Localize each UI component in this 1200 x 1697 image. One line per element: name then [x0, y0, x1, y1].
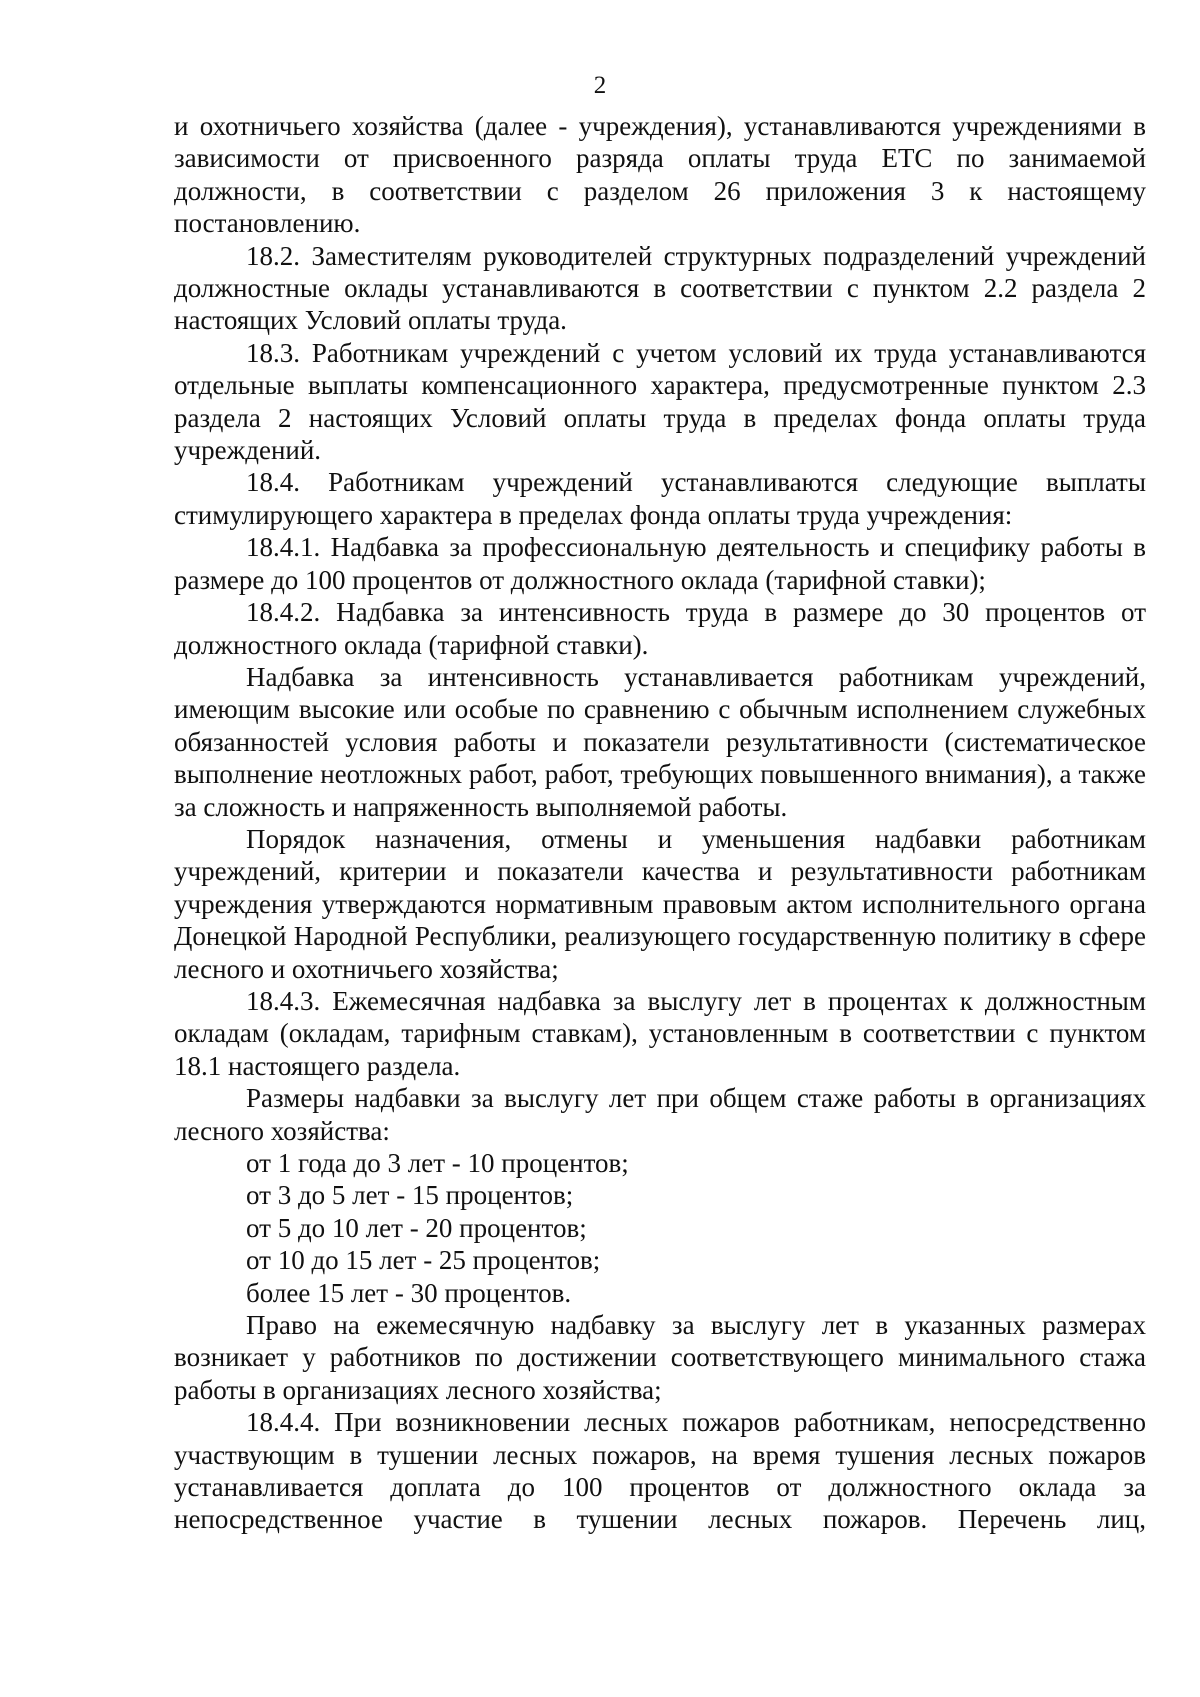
paragraph-bonus-procedure: Порядок назначения, отмены и уменьшения надбавки работникам учреждений, критерии и показатели качества и результативности работникам учреждения утверждаются нормативным правовым актом исполнительного органа Донецкой Народной Республики, реализующего государственную политику в сфере лесного и охотничьего хозяйства;: [174, 823, 1146, 984]
paragraph-seniority-right: Право на ежемесячную надбавку за выслугу лет в указанных размерах возникает у работников по достижении соответствующего минимального стажа работы в организациях лесного хозяйства;: [174, 1310, 1146, 1405]
paragraph-18-3: 18.3. Работникам учреждений с учетом условий их труда устанавливаются отдельные выплаты компенсационного характера, предусмотренные пунктом 2.3 раздела 2 настоящих Условий оплаты труда в пределах фонда оплаты труда учреждений.: [174, 337, 1146, 466]
paragraph-18-2: 18.2. Заместителям руководителей структурных подразделений учреждений должностные оклады устанавливаются в соответствии с пунктом 2.2 раздела 2 настоящих Условий оплаты труда.: [174, 240, 1146, 336]
document-body: [174, 110, 1146, 1536]
seniority-list-item: от 3 до 5 лет - 15 процентов;: [246, 1180, 574, 1211]
page-number: 2: [593, 72, 607, 99]
paragraph-seniority-sizes: Размеры надбавки за выслугу лет при общем стаже работы в организациях лесного хозяйства:: [174, 1083, 1146, 1146]
paragraph-intensity-bonus: Надбавка за интенсивность устанавливается работникам учреждений, имеющим высокие или особые по сравнению с обычным исполнением служебных обязанностей условия работы и показатели результативности (систематическое выполнение неотложных работ, работ, требующих повышенного внимания), а также за сложность и напряженность выполняемой работы.: [174, 661, 1146, 822]
paragraph-18-4-2: 18.4.2. Надбавка за интенсивность труда в размере до 30 процентов от должностного оклада (тарифной ставки).: [174, 597, 1146, 660]
paragraph-18-4-3: 18.4.3. Ежемесячная надбавка за выслугу лет в процентах к должностным окладам (окладам, тарифным ставкам), установленным в соответствии с пунктом 18.1 настоящего раздела.: [174, 985, 1146, 1081]
paragraph-18-4-1: 18.4.1. Надбавка за профессиональную деятельность и специфику работы в размере до 100 процентов от должностного оклада (тарифной ставки);: [174, 532, 1146, 595]
paragraph-18-4-4: 18.4.4. При возникновении лесных пожаров работникам, непосредственно участвующим в тушении лесных пожаров, на время тушения лесных пожаров устанавливается доплата до 100 процентов от должностного оклада за непосредственное участие в тушении лесных пожаров. Перечень лиц,: [174, 1407, 1146, 1535]
seniority-list-item: от 1 года до 3 лет - 10 процентов;: [246, 1148, 629, 1178]
paragraph-continuation: и охотничьего хозяйства (далее - учреждения), устанавливаются учреждениями в зависимости от присвоенного разряда оплаты труда ЕТС по занимаемой должности, в соответствии с разделом 26 приложения 3 к настоящему постановлению.: [174, 111, 1146, 239]
seniority-list-item: более 15 лет - 30 процентов.: [246, 1277, 572, 1308]
seniority-list-item: от 5 до 10 лет - 20 процентов;: [246, 1212, 587, 1243]
seniority-list-item: от 10 до 15 лет - 25 процентов;: [246, 1245, 601, 1276]
paragraph-18-4: 18.4. Работникам учреждений устанавливаются следующие выплаты стимулирующего характера в пределах фонда оплаты труда учреждения:: [174, 467, 1146, 530]
